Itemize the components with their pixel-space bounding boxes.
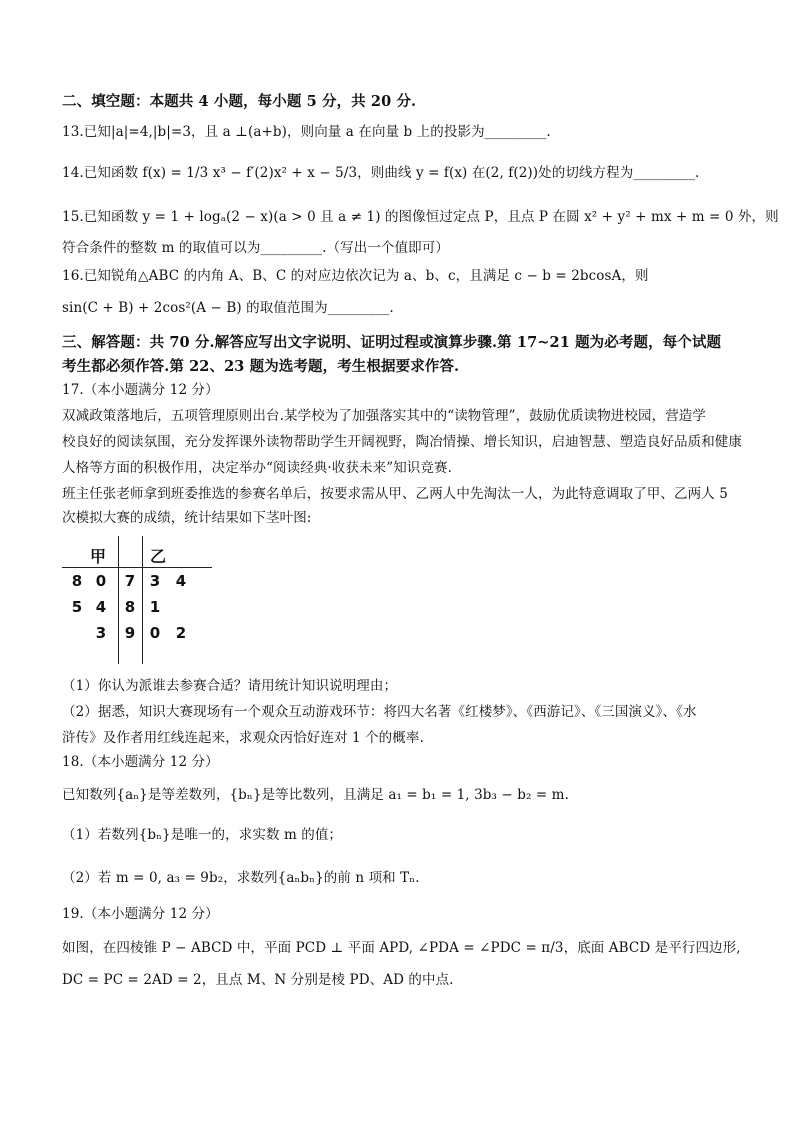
question-18-sub1: （1）若数列{bₙ}是唯一的，求实数 m 的值； — [62, 827, 343, 843]
question-16-line2: sin(C + B) + 2cos²(A − B) 的取值范围为_________. — [62, 300, 394, 316]
question-17-para1-line2: 校良好的阅读氛围，充分发挥课外读物帮助学生开阔视野，陶冶情操、增长知识，启迪智慧、塑造良好品质和健康 — [62, 434, 742, 450]
stem-leaf-header-rule — [62, 567, 212, 568]
question-15-line1: 15.已知函数 y = 1 + logₐ(2 − x)(a > 0 且 a ≠ 1) 的图像恒过定点 P，且点 P 在圆 x² + y² + mx + m = 0 外，则 — [62, 209, 779, 225]
stem-value: 8 — [124, 598, 136, 616]
question-17-title: 17.（本小题满分 12 分） — [62, 382, 219, 398]
stem-value: 9 — [124, 624, 136, 642]
stem-leaf-plot — [62, 536, 232, 668]
section3-heading-line2: 考生都必须作答.第 22、23 题为选考题，考生根据要求作答. — [62, 358, 460, 375]
leaf-jia: 8 — [71, 572, 83, 590]
question-17-para2-line1: 班主任张老师拿到班委推选的参赛名单后，按要求需从甲、乙两人中先淘汰一人，为此特意调取了甲、乙两人 5 — [62, 486, 728, 502]
leaf-yi: 2 — [175, 624, 187, 642]
leaf-yi: 3 — [149, 572, 161, 590]
question-13: 13.已知|a|=4,|b|=3，且 a ⊥(a+b)，则向量 a 在向量 b 上的投影为_________. — [62, 124, 551, 140]
question-14: 14.已知函数 f(x) = 1/3 x³ − f′(2)x² + x − 5/3，则曲线 y = f(x) 在(2, f(2))处的切线方程为_________. — [62, 165, 700, 181]
leaf-yi: 1 — [149, 598, 161, 616]
stem-leaf-divider-left — [118, 536, 119, 664]
question-18-stem: 已知数列{aₙ}是等差数列，{bₙ}是等比数列，且满足 a₁ = b₁ = 1, 3b₃ − b₂ = m. — [62, 787, 569, 803]
question-17-para1-line3: 人格等方面的积极作用，决定举办“阅读经典·收获未来”知识竞赛. — [62, 460, 452, 476]
question-15-line2: 符合条件的整数 m 的取值可以为_________.（写出一个值即可） — [62, 240, 449, 256]
stem-leaf-header-yi: 乙 — [150, 547, 167, 566]
leaf-jia: 3 — [95, 624, 107, 642]
leaf-jia: 4 — [95, 598, 107, 616]
question-17-sub2-line1: （2）据悉，知识大赛现场有一个观众互动游戏环节：将四大名著《红楼梦》、《西游记》、《三国演义》、《水 — [62, 704, 697, 720]
question-19-title: 19.（本小题满分 12 分） — [62, 906, 219, 922]
question-19-line2: DC = PC = 2AD = 2，且点 M、N 分别是棱 PD、AD 的中点. — [62, 972, 454, 988]
section2-heading: 二、填空题：本题共 4 小题，每小题 5 分，共 20 分. — [62, 93, 417, 110]
section3-heading-line1: 三、解答题：共 70 分.解答应写出文字说明、证明过程或演算步骤.第 17~21 题为必考题，每个试题 — [62, 334, 722, 351]
leaf-jia: 0 — [95, 572, 107, 590]
stem-leaf-divider-right — [142, 536, 143, 664]
leaf-jia: 5 — [71, 598, 83, 616]
leaf-yi: 0 — [149, 624, 161, 642]
question-18-title: 18.（本小题满分 12 分） — [62, 754, 219, 770]
stem-leaf-header-jia: 甲 — [90, 547, 107, 566]
question-16-line1: 16.已知锐角△ABC 的内角 A、B、C 的对应边依次记为 a、b、c，且满足 c − b = 2bcosA，则 — [62, 268, 649, 284]
leaf-yi: 4 — [175, 572, 187, 590]
question-17-para1-line1: 双减政策落地后，五项管理原则出台.某学校为了加强落实其中的“读物管理”，鼓励优质读物进校园，营造学 — [62, 408, 706, 424]
question-17-para2-line2: 次模拟大赛的成绩，统计结果如下茎叶图: — [62, 510, 312, 526]
question-17-sub1: （1）你认为派谁去参赛合适？请用统计知识说明理由； — [62, 678, 398, 694]
stem-value: 7 — [124, 572, 136, 590]
question-19-line1: 如图，在四棱锥 P − ABCD 中，平面 PCD ⊥ 平面 APD, ∠PDA = ∠PDC = π/3，底面 ABCD 是平行四边形, — [62, 940, 741, 956]
question-18-sub2: （2）若 m = 0, a₃ = 9b₂，求数列{aₙbₙ}的前 n 项和 Tₙ. — [62, 870, 420, 886]
question-17-sub2-line2: 浒传》及作者用红线连起来，求观众丙恰好连对 1 个的概率. — [62, 730, 424, 746]
